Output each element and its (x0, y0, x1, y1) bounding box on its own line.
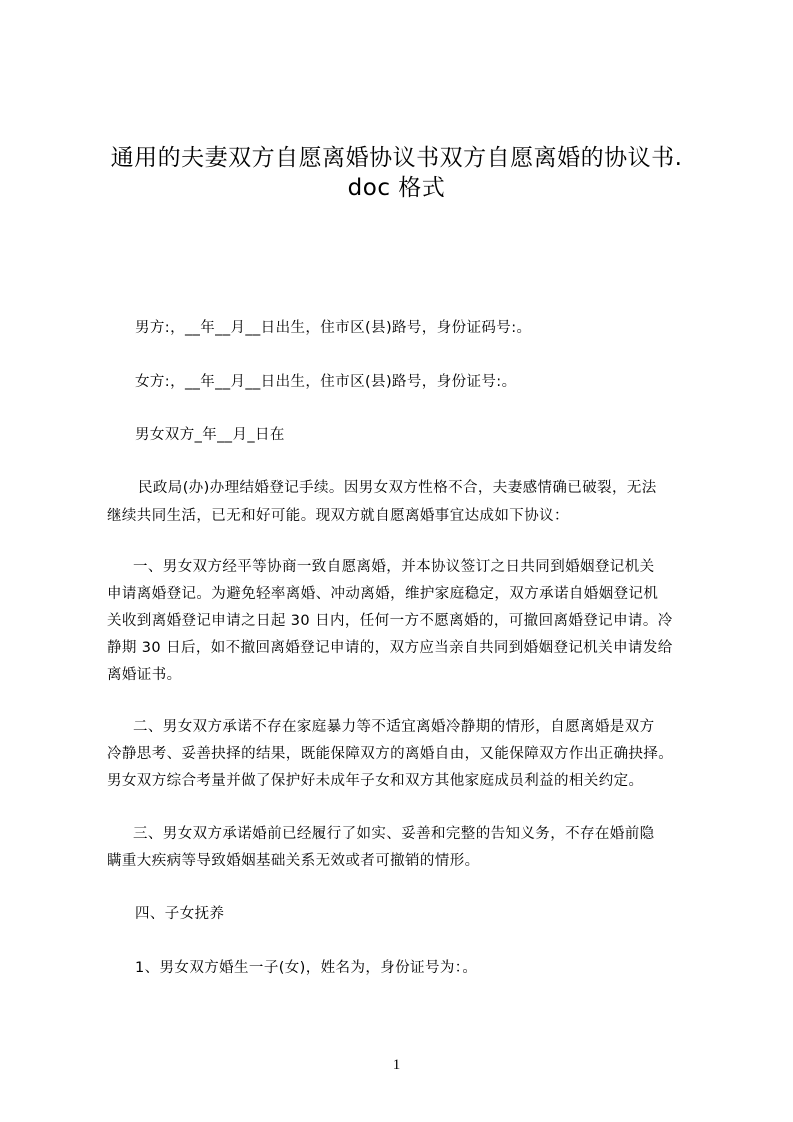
section-4-heading: 四、子女抚养 (135, 906, 225, 922)
paragraph-3-line-3: 男女双方综合考量并做了保护好未成年子女和双方其他家庭成员利益的相关约定。 (107, 773, 644, 789)
marriage-date-line: 男女双方_年__月_日在 (135, 427, 285, 443)
paragraph-2-line-1: 一、男女双方经平等协商一致自愿离婚，并本协议签订之日共同到婚姻登记机关 (133, 559, 655, 575)
paragraph-4-line-2: 瞒重大疾病等导致婚姻基础关系无效或者可撤销的情形。 (107, 853, 480, 869)
child-item-1: 1、男女双方婚生一子(女)，姓名为，身份证号为：。 (135, 960, 478, 976)
paragraph-3-line-2: 冷静思考、妥善抉择的结果，既能保障双方的离婚自由，又能保障双方作出正确抉择。 (107, 746, 674, 762)
paragraph-2-line-4: 静期 30 日后，如不撤回离婚登记申请的，双方应当亲自共同到婚姻登记机关申请发给 (107, 640, 673, 656)
paragraph-3-line-1: 二、男女双方承诺不存在家庭暴力等不适宜离婚冷静期的情形，自愿离婚是双方 (133, 719, 655, 735)
male-party-line: 男方:，__年__月__日出生，住市区(县)路号，身份证码号:。 (135, 320, 532, 336)
title-line-2: doc 格式 (347, 175, 446, 201)
paragraph-2-line-3: 关收到离婚登记申请之日起 30 日内，任何一方不愿离婚的，可撤回离婚登记申请。冷 (107, 613, 673, 629)
paragraph-1-line-2: 继续共同生活，已无和好可能。现双方就自愿离婚事宜达成如下协议： (107, 508, 569, 524)
paragraph-2-line-2: 申请离婚登记。为避免轻率离婚、冲动离婚，维护家庭稳定，双方承诺自婚姻登记机 (107, 586, 659, 602)
female-party-line: 女方:，__年__月__日出生，住市区(县)路号，身份证号:。 (135, 374, 517, 390)
page-number: 1 (392, 1057, 401, 1073)
paragraph-4-line-1: 三、男女双方承诺婚前已经履行了如实、妥善和完整的告知义务，不存在婚前隐 (133, 826, 655, 842)
title-line-1: 通用的夫妻双方自愿离婚协议书双方自愿离婚的协议书. (110, 145, 683, 171)
paragraph-1-line-1: 民政局(办)办理结婚登记手续。因男女双方性格不合，夫妻感情确已破裂，无法 (138, 480, 657, 496)
paragraph-2-line-5: 离婚证书。 (107, 667, 182, 683)
